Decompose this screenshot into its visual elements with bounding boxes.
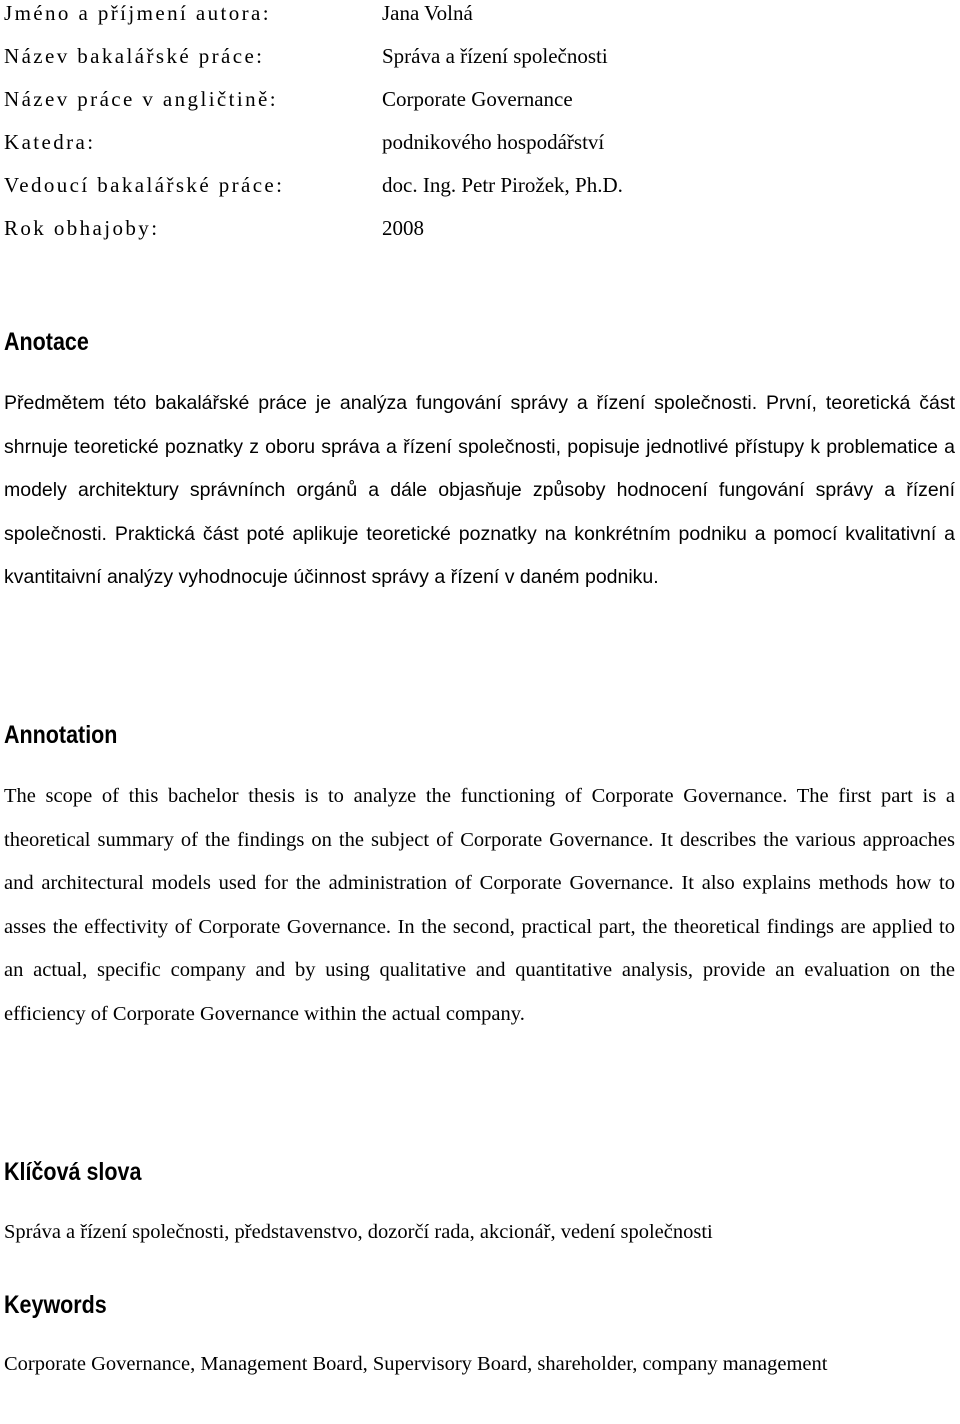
meta-label: Název práce v angličtině:	[4, 87, 278, 111]
anotace-heading: Anotace	[4, 328, 89, 356]
meta-value: 2008	[382, 216, 424, 240]
meta-value: podnikového hospodářství	[382, 130, 605, 154]
keywords-text: Corporate Governance, Management Board, Supervisory Board, shareholder, company management	[4, 1353, 828, 1375]
meta-row-thesis-title	[4, 43, 944, 86]
thesis-metadata	[4, 0, 944, 258]
annotation-heading: Annotation	[4, 721, 118, 749]
klicova-slova-text: Správa a řízení společnosti, představenstvo, dozorčí rada, akcionář, vedení společnosti	[4, 1221, 713, 1243]
meta-row-supervisor	[4, 172, 944, 215]
meta-label: Vedoucí bakalářské práce:	[4, 173, 285, 197]
meta-label: Katedra:	[4, 130, 96, 154]
meta-value: doc. Ing. Petr Pirožek, Ph.D.	[382, 173, 623, 197]
meta-row-author	[4, 0, 944, 43]
anotace-text: Předmětem této bakalářské práce je analýza fungování správy a řízení společnosti. První, teoretická část shrnuje teoretické poznatky z oboru správa a řízení společnosti, popisuje jednotlivé přístupy k problematice a modely architektury správnínch orgánů a dále objasňuje způsoby hodnocení fungování správy a řízení společnosti. Praktická část poté aplikuje teoretické poznatky na konkrétním podniku a pomocí kvalitativní a kvantitaivní analýzy vyhodnocuje účinnost správy a řízení v daném podniku.	[4, 392, 955, 588]
meta-row-department	[4, 129, 944, 172]
meta-row-defense-year	[4, 215, 944, 258]
meta-label: Rok obhajoby:	[4, 216, 160, 240]
meta-row-english-title	[4, 86, 944, 129]
meta-value: Jana Volná	[382, 1, 473, 25]
meta-value: Corporate Governance	[382, 87, 573, 111]
klicova-slova-heading: Klíčová slova	[4, 1158, 142, 1186]
keywords-heading: Keywords	[4, 1291, 107, 1319]
meta-value: Správa a řízení společnosti	[382, 44, 608, 68]
meta-label: Název bakalářské práce:	[4, 44, 265, 68]
annotation-text: The scope of this bachelor thesis is to analyze the functioning of Corporate Governance. The first part is a theoretical summary of the findings on the subject of Corporate Governance. It describes the various approaches and architectural models used for the administration of Corporate Governance. It also explains methods how to asses the effectivity of Corporate Governance. In the second, practical part, the theoretical findings are applied to an actual, specific company and by using qualitative and quantitative analysis, provide an evaluation on the efficiency of Corporate Governance within the actual company.	[4, 785, 955, 1025]
meta-label: Jméno a příjmení autora:	[4, 1, 271, 25]
